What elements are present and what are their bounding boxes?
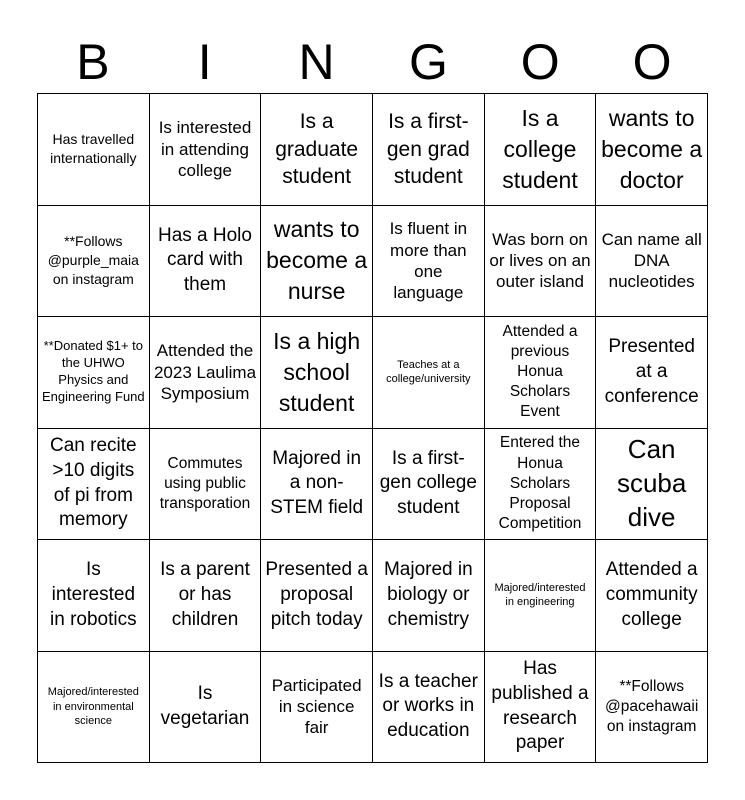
bingo-cell[interactable] (373, 317, 485, 429)
cell-text: Is interested in attending college (158, 118, 252, 180)
cell-text: Attended the 2023 Laulima Symposium (153, 341, 257, 403)
bingo-cell[interactable] (373, 540, 485, 652)
header-letter-o-2: O (632, 34, 672, 90)
cell-text: wants to become a nurse (266, 216, 368, 305)
cell-text: Majored in biology or chemistry (383, 559, 473, 630)
cell-text: Is interested in robotics (50, 559, 137, 630)
bingo-cell[interactable] (373, 94, 485, 206)
cell-text: Teaches at a college/university (386, 358, 471, 386)
bingo-cell[interactable] (596, 540, 708, 652)
cell-text: Presented at a conference (604, 336, 699, 407)
bingo-grid (37, 93, 708, 763)
header-letter-i: I (197, 34, 212, 90)
bingo-cell[interactable] (485, 652, 597, 764)
bingo-cell[interactable] (38, 652, 150, 764)
cell-text: Can recite >10 digits of pi from memory (50, 435, 137, 531)
cell-text: Is a graduate student (275, 110, 359, 188)
bingo-cell[interactable] (150, 206, 262, 318)
bingo-cell[interactable] (485, 94, 597, 206)
cell-text: Has a Holo card with them (157, 224, 252, 296)
bingo-cell[interactable] (261, 540, 373, 652)
cell-text: **Donated $1+ to the UHWO Physics and Engineering Fund (42, 338, 145, 405)
bingo-cell[interactable] (485, 540, 597, 652)
bingo-cell[interactable] (596, 652, 708, 764)
bingo-cell[interactable] (150, 652, 262, 764)
bingo-header (37, 30, 708, 94)
cell-text: Majored/interested in environmental science (47, 686, 139, 727)
header-letter-n: N (298, 34, 335, 90)
bingo-cell[interactable] (150, 94, 262, 206)
bingo-cell[interactable] (485, 317, 597, 429)
cell-text: Is a first-gen grad student (386, 110, 470, 188)
bingo-cell[interactable] (261, 429, 373, 541)
cell-text: Attended a community college (605, 559, 698, 630)
cell-text: Is a first-gen college student (379, 447, 477, 519)
header-letter-g: G (408, 34, 448, 90)
bingo-cell[interactable] (261, 317, 373, 429)
bingo-cell[interactable] (485, 206, 597, 318)
bingo-cell[interactable] (485, 429, 597, 541)
cell-text: Participated in science fair (271, 675, 362, 738)
cell-text: Is a college student (502, 104, 578, 193)
header-letter-b: B (76, 34, 110, 90)
header-letter-o: O (520, 34, 560, 90)
cell-text: Attended a previous Honua Scholars Event (502, 322, 578, 421)
cell-text: **Follows @pacehawaii on instagram (605, 677, 699, 735)
cell-text: Presented a proposal pitch today (265, 559, 368, 630)
bingo-cell[interactable] (373, 206, 485, 318)
cell-text: Majored in a non-STEM field (270, 447, 364, 519)
cell-text: Is a parent or has children (160, 559, 250, 630)
cell-text: Can name all DNA nucleotides (601, 229, 702, 292)
cell-text: Commutes using public transporation (159, 454, 251, 512)
cell-text: Is a teacher or works in education (378, 670, 478, 742)
bingo-cell[interactable] (150, 429, 262, 541)
bingo-cell[interactable] (596, 94, 708, 206)
bingo-cell[interactable] (596, 429, 708, 541)
bingo-cell[interactable] (261, 652, 373, 764)
bingo-cell[interactable] (596, 317, 708, 429)
bingo-cell[interactable] (38, 206, 150, 318)
cell-text: Is fluent in more than one language (389, 219, 468, 302)
cell-text: **Follows @purple_maia on instagram (47, 233, 139, 288)
cell-text: Was born on or lives on an outer island (489, 229, 591, 292)
cell-text: Has travelled internationally (50, 131, 137, 167)
cell-text: Can scuba dive (616, 434, 687, 532)
bingo-cell[interactable] (38, 317, 150, 429)
bingo-cell[interactable] (373, 429, 485, 541)
bingo-cell[interactable] (38, 429, 150, 541)
cell-text: Has published a research paper (491, 658, 589, 754)
bingo-cell[interactable] (596, 206, 708, 318)
bingo-cell[interactable] (261, 94, 373, 206)
bingo-cell[interactable] (373, 652, 485, 764)
bingo-cell[interactable] (150, 540, 262, 652)
bingo-cell[interactable] (38, 94, 150, 206)
cell-text: Majored/interested in engineering (494, 581, 586, 609)
cell-text: Is a high school student (273, 327, 361, 416)
bingo-cell[interactable] (150, 317, 262, 429)
cell-text: wants to become a doctor (601, 104, 703, 193)
bingo-cell[interactable] (38, 540, 150, 652)
bingo-cell[interactable] (261, 206, 373, 318)
cell-text: Entered the Honua Scholars Proposal Competition (498, 434, 582, 532)
cell-text: Is vegetarian (160, 683, 250, 729)
